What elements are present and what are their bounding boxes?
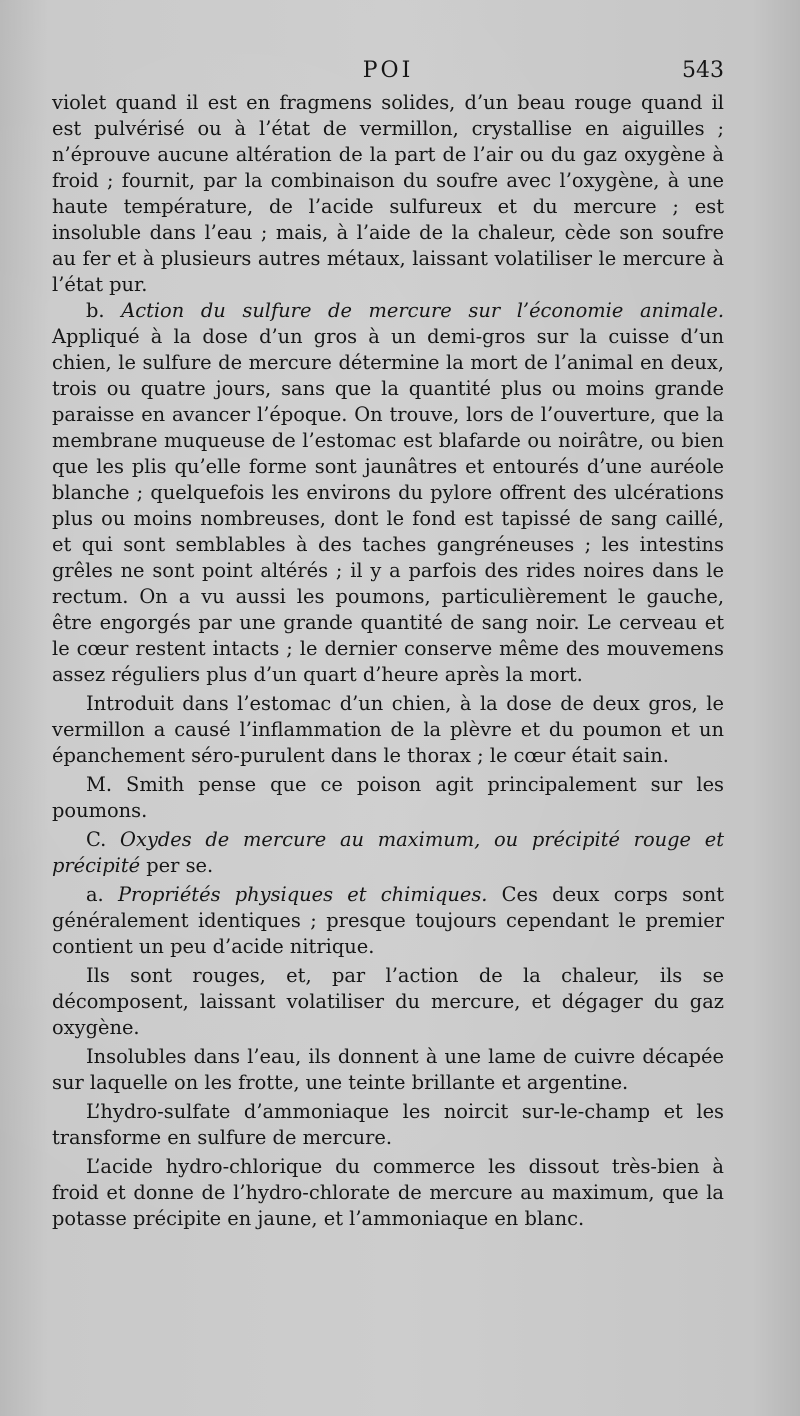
section-heading: Oxydes de mercure au maximum, ou précipité rouge et précipité [52,828,724,877]
paragraph-smith [52,772,724,824]
section-letter: a. [86,883,118,906]
section-letter: C. [86,828,121,851]
paragraph-text: L’acide hydro-chlorique du commerce les dissout très-bien à froid et donne de l’hydro-chlorate de mercure au maximum, que la potasse précipite en jaune, et l’ammoniaque en blanc. [52,1155,724,1230]
paragraph-sulfure-properties [52,90,724,298]
section-letter: b. [86,299,122,322]
paragraph-text: Appliqué à la dose d’un gros à un demi-gros sur la cuisse d’un chien, le sulfure de mercure détermine la mort de l’animal en deux, trois ou quatre jours, sans que la quantité plus ou moins grande paraisse en avancer l’époque. On trouve, lors de l’ouverture, que la membrane muqueuse de l’estomac est blafarde ou noirâtre, ou bien que les plis qu’elle forme sont jaunâtres et entourés d’une auréole blanche ; quelquefois les environs du pylore offrent des ulcérations plus ou moins nombreuses, dont le fond est tapissé de sang caillé, et qui sont semblables à des taches gangréneuses ; les intestins grêles ne sont point altérés ; il y a parfois des rides noires dans le rectum. On a vu aussi les poumons, particulièrement le gauche, être engorgés par une grande quantité de sang noir. Le cerveau et le cœur restent intacts ; le dernier conserve même des mouvemens assez réguliers plus d’un quart d’heure après la mort. [52,325,724,686]
running-head: POI [362,58,414,83]
paragraph-oxydes-heading [52,827,724,879]
paragraph-action-sulfure [52,298,724,688]
body-text [52,90,724,1232]
paragraph-text: Insolubles dans l’eau, ils donnent à une lame de cuivre décapée sur laquelle on les frotte, une teinte brillante et argentine. [52,1045,724,1094]
paragraph-text: Introduit dans l’estomac d’un chien, à la dose de deux gros, le vermillon a causé l’inflammation de la plèvre et du poumon et un épanchement séro-purulent dans le thorax ; le cœur était sain. [52,692,724,767]
paragraph-text: Ces deux corps sont généralement identiques ; presque toujours cependant le premier contient un peu d’acide nitrique. [52,883,724,958]
paragraph-text: per se. [140,854,214,877]
paragraph-rouges [52,963,724,1041]
section-heading: Propriétés physiques et chimiques. [117,883,488,906]
paragraph-hydro-sulfate [52,1099,724,1151]
paragraph-vermillon [52,691,724,769]
paragraph-text: Ils sont rouges, et, par l’action de la chaleur, ils se décomposent, laissant volatiliser du mercure, et dégager du gaz oxygène. [52,964,724,1039]
section-heading: Action du sulfure de mercure sur l’économie animale. [121,299,724,322]
paragraph-insolubles [52,1044,724,1096]
paragraph-text: violet quand il est en fragmens solides, d’un beau rouge quand il est pulvérisé ou à l’état de vermillon, crystallise en aiguilles ; n’éprouve aucune altération de la part de l’air ou du gaz oxygène à froid ; fournit, par la combinaison du soufre avec l’oxygène, à une haute température, de l’acide sulfureux et du mercure ; est insoluble dans l’eau ; mais, à l’aide de la chaleur, cède son soufre au fer et à plusieurs autres métaux, laissant volatiliser le mercure à l’état pur. [52,91,724,296]
paragraph-hydro-chlorique [52,1154,724,1232]
paragraph-text: M. Smith pense que ce poison agit principalement sur les poumons. [52,773,724,822]
paragraph-text: L’hydro-sulfate d’ammoniaque les noircit sur-le-champ et les transforme en sulfure de mercure. [52,1100,724,1149]
page-header [52,58,724,90]
page-number: 543 [682,58,724,83]
paragraph-proprietes [52,882,724,960]
